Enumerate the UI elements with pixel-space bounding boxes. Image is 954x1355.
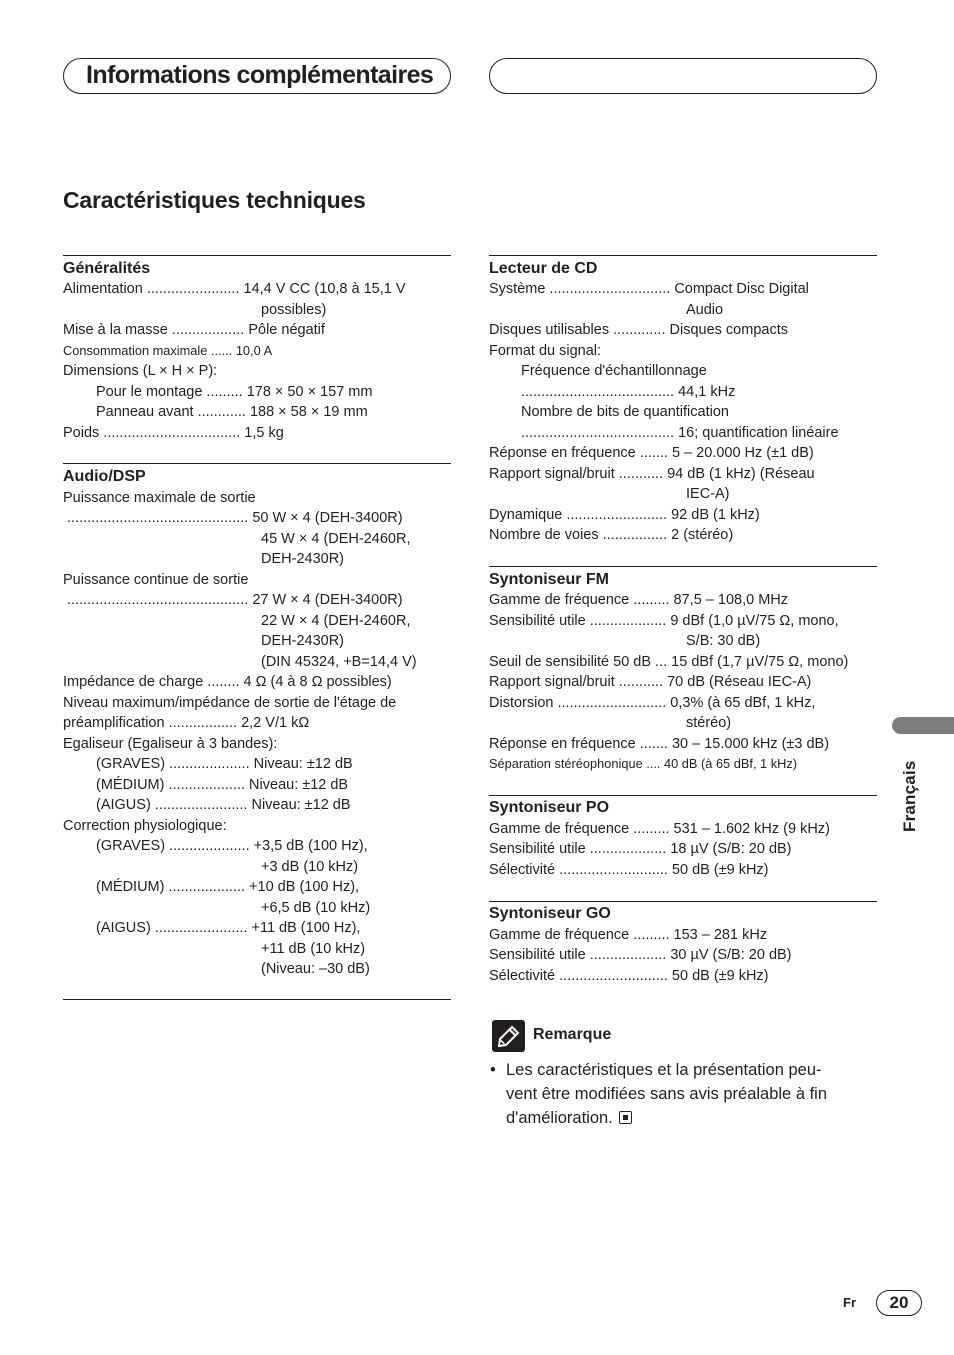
spec-line: ...................................... 16; quantification linéaire <box>521 425 839 441</box>
spec-line: Réponse en fréquence ....... 5 – 20.000 Hz (±1 dB) <box>489 445 814 461</box>
spec-section-po <box>489 795 877 886</box>
spec-line: Fréquence d'échantillonnage <box>521 363 707 379</box>
spec-line: Sensibilité utile ................... 30 µV (S/B: 20 dB) <box>489 947 792 963</box>
spec-line: Nombre de bits de quantification <box>521 404 729 420</box>
spec-line: Puissance continue de sortie <box>63 572 249 588</box>
spec-line: DEH-2430R) <box>261 633 344 649</box>
spec-line: Sélectivité ........................... 50 dB (±9 kHz) <box>489 862 769 878</box>
spec-line: ............................................. 50 W × 4 (DEH-3400R) <box>67 510 403 526</box>
spec-line: (AIGUS) ....................... Niveau: ±12 dB <box>96 797 351 813</box>
spec-line: Sensibilité utile ................... 9 dBf (1,0 µV/75 Ω, mono, <box>489 613 839 629</box>
spec-line: ............................................. 27 W × 4 (DEH-3400R) <box>67 592 403 608</box>
spec-line: +11 dB (10 kHz) <box>261 941 366 957</box>
section-title: Caractéristiques techniques <box>63 187 366 213</box>
section-end-rule <box>63 999 451 1000</box>
spec-line: Alimentation ....................... 14,4 V CC (10,8 à 15,1 V <box>63 281 406 297</box>
spec-line: (AIGUS) ....................... +11 dB (100 Hz), <box>96 920 361 936</box>
spec-line: 22 W × 4 (DEH-2460R, <box>261 613 411 629</box>
spec-line: (MÉDIUM) ................... +10 dB (100 Hz), <box>96 879 360 895</box>
language-label: Français <box>900 760 919 832</box>
section-heading: Syntoniseur PO <box>489 799 610 816</box>
section-heading: Généralités <box>63 260 151 277</box>
section-heading: Lecteur de CD <box>489 260 598 277</box>
spec-line: ...................................... 44,1 kHz <box>521 384 736 400</box>
spec-line: Gamme de fréquence ......... 153 – 281 kHz <box>489 927 768 943</box>
section-heading: Syntoniseur GO <box>489 905 611 922</box>
note-text-last <box>506 1106 632 1130</box>
spec-line: Mise à la masse .................. Pôle négatif <box>63 322 325 338</box>
spec-line: +3 dB (10 kHz) <box>261 859 359 875</box>
spec-line: préamplification ................. 2,2 V/1 kΩ <box>63 715 310 731</box>
note-bullet: • <box>490 1061 496 1079</box>
spec-line: Système .............................. Compact Disc Digital <box>489 281 809 297</box>
header-title: Informations complémentaires <box>86 61 434 89</box>
spec-line: Dynamique ......................... 92 dB (1 kHz) <box>489 507 760 523</box>
header-empty-box <box>489 58 877 94</box>
spec-line: Egaliseur (Egaliseur à 3 bandes): <box>63 736 278 752</box>
spec-section-fm <box>489 566 877 777</box>
spec-line: Sensibilité utile ................... 18 µV (S/B: 20 dB) <box>489 841 792 857</box>
note-text-line: Les caractéristiques et la présentation peu- <box>506 1061 822 1079</box>
spec-line: +6,5 dB (10 kHz) <box>261 900 371 916</box>
language-tab <box>892 717 954 734</box>
note-pencil-icon <box>492 1020 525 1052</box>
spec-line: Format du signal: <box>489 343 602 359</box>
spec-line: Puissance maximale de sortie <box>63 490 256 506</box>
spec-section-cd <box>489 255 877 546</box>
spec-line: Gamme de fréquence ......... 531 – 1.602 kHz (9 kHz) <box>489 821 830 837</box>
spec-line: (Niveau: –30 dB) <box>261 961 370 977</box>
spec-line: Panneau avant ............ 188 × 58 × 19 mm <box>96 404 368 420</box>
spec-line: possibles) <box>261 302 327 318</box>
spec-line: Niveau maximum/impédance de sortie de l'étage de <box>63 695 397 711</box>
spec-line: Disques utilisables ............. Disques compacts <box>489 322 788 338</box>
spec-line: Poids .................................. 1,5 kg <box>63 425 284 441</box>
spec-line: S/B: 30 dB) <box>686 633 761 649</box>
spec-line: Séparation stéréophonique .... 40 dB (à 65 dBf, 1 kHz) <box>489 756 798 771</box>
spec-line: Correction physiologique: <box>63 818 227 834</box>
spec-line: Audio <box>686 302 724 318</box>
spec-line: (GRAVES) .................... +3,5 dB (100 Hz), <box>96 838 368 854</box>
spec-line: IEC-A) <box>686 486 730 502</box>
spec-section-go <box>489 901 877 992</box>
spec-line: Gamme de fréquence ......... 87,5 – 108,0 MHz <box>489 592 789 608</box>
end-mark-icon <box>619 1111 632 1124</box>
spec-line: Distorsion ........................... 0,3% (à 65 dBf, 1 kHz, <box>489 695 816 711</box>
spec-line: stéréo) <box>686 715 732 731</box>
spec-line: (GRAVES) .................... Niveau: ±12 dB <box>96 756 353 772</box>
spec-line: Rapport signal/bruit ........... 94 dB (1 kHz) (Réseau <box>489 466 815 482</box>
note-text-line: d'amélioration. <box>506 1109 613 1127</box>
spec-line: Réponse en fréquence ....... 30 – 15.000 kHz (±3 dB) <box>489 736 830 752</box>
spec-line: (DIN 45324, +B=14,4 V) <box>261 654 417 670</box>
spec-line: (MÉDIUM) ................... Niveau: ±12 dB <box>96 777 349 793</box>
spec-line: Consommation maximale ...... 10,0 A <box>63 343 273 358</box>
spec-line: DEH-2430R) <box>261 551 344 567</box>
spec-section-audio <box>63 463 451 984</box>
note-text-line: vent être modifiées sans avis préalable à fin <box>506 1085 828 1103</box>
section-heading: Audio/DSP <box>63 468 146 485</box>
spec-line: Impédance de charge ........ 4 Ω (4 à 8 Ω possibles) <box>63 674 392 690</box>
spec-line: Rapport signal/bruit ........... 70 dB (Réseau IEC-A) <box>489 674 812 690</box>
page-number: 20 <box>876 1290 922 1316</box>
spec-line: Nombre de voies ................ 2 (stéréo) <box>489 527 734 543</box>
language-code: Fr <box>843 1295 856 1310</box>
spec-line: Dimensions (L × H × P): <box>63 363 218 379</box>
spec-line: Sélectivité ........................... 50 dB (±9 kHz) <box>489 968 769 984</box>
spec-section-generalites <box>63 255 451 446</box>
spec-line: Seuil de sensibilité 50 dB ... 15 dBf (1,7 µV/75 Ω, mono) <box>489 654 849 670</box>
spec-line: 45 W × 4 (DEH-2460R, <box>261 531 411 547</box>
spec-line: Pour le montage ......... 178 × 50 × 157 mm <box>96 384 373 400</box>
note-label: Remarque <box>533 1026 612 1043</box>
header-title-box <box>63 58 451 94</box>
section-heading: Syntoniseur FM <box>489 571 610 588</box>
